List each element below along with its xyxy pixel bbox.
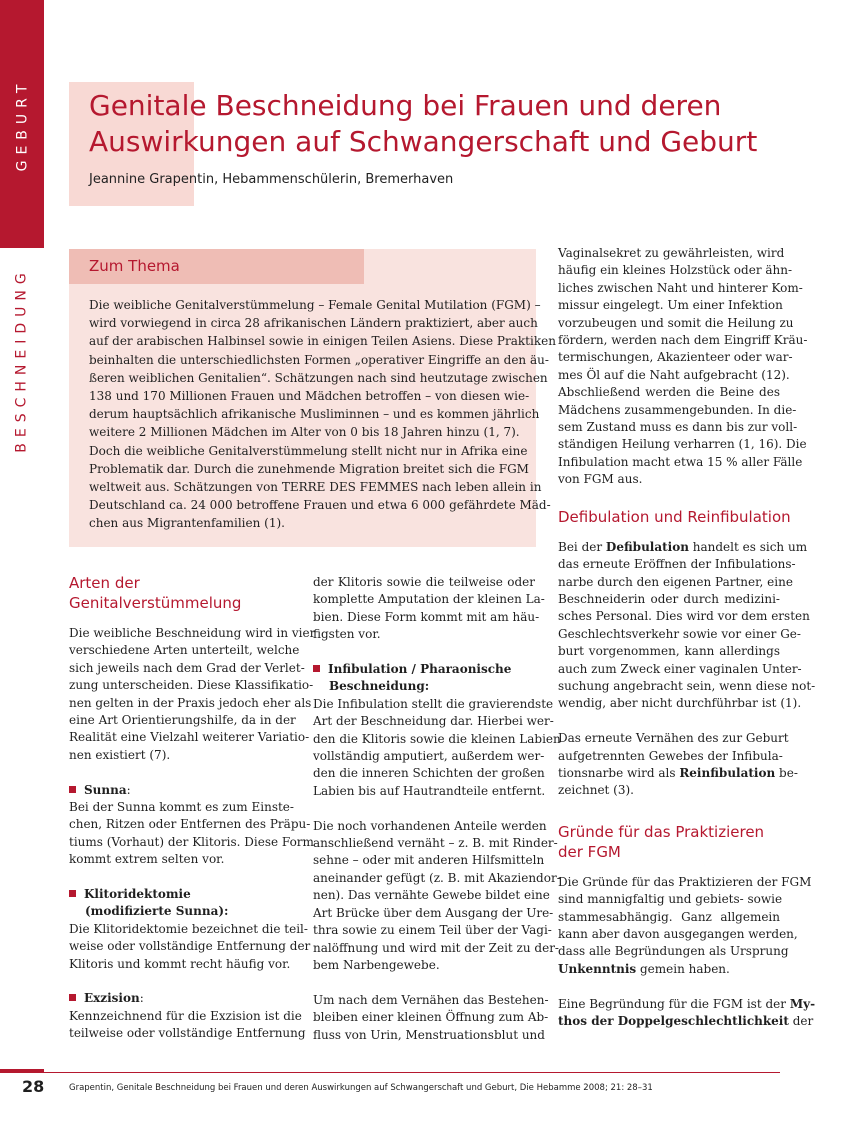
text-line: auch zum Zweck einer vaginalen Unter-	[558, 661, 802, 676]
subsection-sublabel: Beschneidung:	[329, 679, 430, 694]
footer-accent-bar	[0, 1069, 44, 1073]
text-line: derum hauptsächlich afrikanische Musliminnen – und es kommen jährlich	[89, 407, 540, 422]
section-label-top	[0, 40, 44, 210]
subsection-sublabel: (modifizierte Sunna):	[85, 904, 229, 919]
title-line: Genitale Beschneidung bei Frauen und deren	[89, 89, 722, 122]
text-line: Die weibliche Beschneidung wird in vier	[69, 626, 316, 640]
text-line: zeichnet (3).	[558, 783, 634, 798]
text-line: Deutschland ca. 24 000 betroffene Frauen und etwa 6 000 gefährdete Mäd-	[89, 498, 551, 513]
text-line: Labien bis auf Hautrandteile entfernt.	[313, 783, 546, 798]
text-line: bem Narbengewebe.	[313, 957, 440, 972]
text-line: nen existiert (7).	[69, 747, 171, 762]
text-line: mes Öl auf die Naht aufgebracht (12).	[558, 367, 790, 382]
text-line: bleiben einer kleinen Öffnung zum Ab-	[313, 1010, 549, 1025]
heading-line: Genitalverstümmelung	[69, 594, 242, 612]
text-line: weltweit aus. Schätzungen von TERRE DES FEMMES nach leben allein in	[89, 480, 542, 495]
text-line: bien. Diese Form kommt mit am häu-	[313, 609, 540, 624]
section-label-geburt: GEBURT	[14, 78, 30, 172]
text-line: fördern, werden nach dem Eingriff Kräu-	[558, 333, 808, 348]
text-line: Vaginalsekret zu gewährleisten, wird	[558, 246, 785, 260]
heading-line: Defibulation und Reinfibulation	[558, 507, 791, 526]
text-line: Realität eine Vielzahl weiterer Variatio-	[69, 730, 310, 745]
text-line: Art der Beschneidung dar. Hierbei wer-	[313, 714, 554, 729]
text-line: Problematik dar. Durch die zunehmende Migration breitet sich die FGM	[89, 461, 529, 476]
author-line: Jeannine Grapentin, Hebammenschülerin, Bremerhaven	[89, 172, 454, 187]
bullet-square-icon	[69, 994, 76, 1001]
text-line: aufgetrennten Gewebes der Infibula-	[558, 748, 783, 763]
summary-box	[69, 249, 556, 547]
section-label-beschneidung: BESCHNEIDUNG	[14, 267, 30, 453]
text-line: von FGM aus.	[558, 472, 643, 487]
text-line: tiums (Vorhaut) der Klitoris. Diese Form	[69, 834, 314, 849]
text-line: aneinander gefügt (z. B. mit Akaziendor-	[313, 870, 561, 885]
text-line: Infibulation macht etwa 15 % aller Fälle	[558, 454, 803, 469]
text-line: Klitoris und kommt recht häufig vor.	[69, 956, 291, 971]
text-line: Beschneiderin oder durch medizini-	[558, 591, 780, 606]
text-line: narbe durch den eigenen Partner, eine	[558, 574, 793, 589]
text-line: beinhalten die unterschiedlichsten Formen „operativer Eingriffe an den äu-	[89, 352, 549, 367]
text-line: Die noch vorhandenen Anteile werden	[313, 818, 547, 833]
text-line: sches Personal. Dies wird vor dem ersten	[558, 609, 810, 624]
text-line: ßeren weiblichen Genitalien“. Schätzungen nach sind heutzutage zwischen	[89, 370, 548, 385]
text-line: wendig, aber nicht durchführbar ist (1).	[558, 696, 802, 711]
section-heading-arten	[69, 573, 291, 613]
heading-line: Gründe für das Praktizieren	[558, 822, 765, 841]
text-line: Das erneute Vernähen des zur Geburt	[558, 731, 789, 746]
text-line: figsten vor.	[313, 627, 381, 642]
section-heading-defibulation	[558, 507, 791, 527]
section-label-bottom	[0, 260, 44, 460]
column-3	[558, 245, 816, 1030]
text-line: nen gelten in der Praxis jedoch eher als	[69, 695, 312, 710]
text-line: vorzubeugen und somit die Heilung zu	[558, 315, 794, 330]
text-line: burt vorgenommen, kann allerdings	[558, 644, 780, 659]
text-line: termischungen, Akazienteer oder war-	[558, 350, 793, 365]
text-line: Um nach dem Vernähen das Bestehen-	[313, 992, 549, 1007]
bullet-square-icon	[313, 665, 320, 672]
text-line: Die weibliche Genitalverstümmelung – Female Genital Mutilation (FGM) –	[89, 298, 541, 312]
text-line: wird vorwiegend in circa 28 afrikanischen Ländern praktiziert, aber auch	[89, 316, 538, 331]
text-line: tionsnarbe wird als Reinfibulation be-	[558, 765, 798, 780]
bullet-square-icon	[69, 890, 76, 897]
footer-rule	[44, 1072, 780, 1073]
text-line: Mädchens zusammengebunden. In die-	[558, 402, 797, 417]
text-line: chen, Ritzen oder Entfernen des Präpu-	[69, 817, 311, 832]
text-line: komplette Amputation der kleinen La-	[313, 592, 545, 607]
text-line: sind mannigfaltig und gebiets- sowie	[558, 892, 783, 907]
text-line: den die inneren Schichten der großen	[313, 766, 545, 781]
title-line: Auswirkungen auf Schwangerschaft und Geburt	[89, 125, 758, 158]
bullet-square-icon	[69, 786, 76, 793]
text-line: kommt extrem selten vor.	[69, 852, 225, 867]
text-line: Eine Begründung für die FGM ist der My-	[558, 996, 816, 1011]
text-line: suchung angebracht sein, wenn diese not-	[558, 678, 816, 693]
text-line: ständigen Heilung verharren (1, 16). Die	[558, 437, 807, 452]
text-line: Die Klitoridektomie bezeichnet die teil-	[69, 921, 308, 936]
text-line: Die Gründe für das Praktizieren der FGM	[558, 874, 812, 889]
subsection-label: Infibulation / Pharaonische	[328, 662, 512, 677]
column-2	[313, 574, 561, 1044]
text-line: verschiedene Arten unterteilt, welche	[69, 643, 300, 658]
text-line: kann aber davon ausgegangen werden,	[558, 926, 798, 941]
text-line: Geschlechtsverkehr sowie vor einer Ge-	[558, 626, 801, 641]
subsection-klitoridektomie	[69, 886, 291, 903]
text-line: das erneute Eröffnen der Infibulations-	[558, 557, 796, 572]
text-line: Kennzeichnend für die Exzision ist die	[69, 1008, 302, 1023]
text-line: sem Zustand muss es dann bis zur voll-	[558, 420, 798, 435]
text-line: fluss von Urin, Menstruationsblut und	[313, 1027, 545, 1042]
text-line: der Klitoris sowie die teilweise oder	[313, 575, 535, 589]
text-line: auf der arabischen Halbinsel sowie in einigen Teilen Asiens. Diese Praktiken	[89, 334, 556, 349]
text-line: anschließend vernäht – z. B. mit Rinder-	[313, 836, 558, 851]
text-line: Art Brücke über dem Ausgang der Ure-	[313, 905, 554, 920]
text-line: Unkenntnis gemein haben.	[558, 961, 730, 976]
text-line: den die Klitoris sowie die kleinen Labien	[313, 731, 561, 746]
summary-box-text	[89, 296, 556, 533]
subsection-sunna: Sunna:	[69, 782, 291, 799]
text-line: zung unterscheiden. Diese Klassifikatio-	[69, 678, 314, 693]
subsection-label: Sunna	[84, 782, 127, 797]
citation-line: Grapentin, Genitale Beschneidung bei Frauen und deren Auswirkungen auf Schwangerschaft und Geburt, Die Hebamme 2008; 21: 28–31	[69, 1083, 653, 1093]
subsection-exzision: Exzision:	[69, 990, 291, 1007]
text-line: thra sowie zu einem Teil über der Vagi-	[313, 923, 552, 938]
text-line: Die Infibulation stellt die gravierendste	[313, 696, 554, 711]
text-line: sehne – oder mit anderen Hilfsmitteln	[313, 853, 545, 868]
section-heading-gruende	[558, 822, 780, 862]
subsection-label: Klitoridektomie	[84, 887, 191, 902]
text-line: stammesabhängig. Ganz allgemein	[558, 909, 780, 924]
text-line: thos der Doppelgeschlechtlichkeit der	[558, 1014, 814, 1028]
text-line: Doch die weibliche Genitalverstümmelung stellt nicht nur in Afrika eine	[89, 443, 528, 458]
text-line: missur eingelegt. Um einer Infektion	[558, 298, 783, 313]
text-line: nen). Das vernähte Gewebe bildet eine	[313, 888, 550, 903]
subsection-label: Exzision	[84, 991, 140, 1006]
text-line: weise oder vollständige Entfernung der	[69, 939, 311, 954]
text-line: Bei der Sunna kommt es zum Einste-	[69, 800, 294, 815]
article-title	[89, 88, 809, 160]
text-line: 138 und 170 Millionen Frauen und Mädchen betroffen – von diesen wie-	[89, 389, 530, 404]
text-line: nalöffnung und wird mit der Zeit zu der-	[313, 940, 559, 955]
page-number: 28	[22, 1077, 45, 1096]
text-line: dass alle Begründungen als Ursprung	[558, 944, 789, 959]
text-line: teilweise oder vollständige Entfernung	[69, 1026, 306, 1041]
text-line: liches zwischen Naht und hinterer Kom-	[558, 280, 803, 295]
text-line: weitere 2 Millionen Mädchen im Alter von 0 bis 18 Jahren hinzu (1, 7).	[89, 425, 520, 440]
text-line: häufig ein kleines Holzstück oder ähn-	[558, 263, 793, 278]
summary-box-title: Zum Thema	[89, 257, 180, 275]
heading-line: der FGM	[558, 842, 621, 861]
text-line: Bei der Defibulation handelt es sich um	[558, 539, 808, 554]
text-line: vollständig amputiert, außerdem wer-	[313, 749, 545, 764]
heading-line: Arten der	[69, 574, 140, 592]
text-line: Abschließend werden die Beine des	[558, 385, 780, 400]
text-line: eine Art Orientierungshilfe, da in der	[69, 713, 296, 728]
subsection-infibulation	[313, 661, 535, 678]
text-line: chen aus Migrantenfamilien (1).	[89, 516, 285, 531]
column-1	[69, 573, 316, 1043]
text-line: sich jeweils nach dem Grad der Verlet-	[69, 660, 305, 675]
